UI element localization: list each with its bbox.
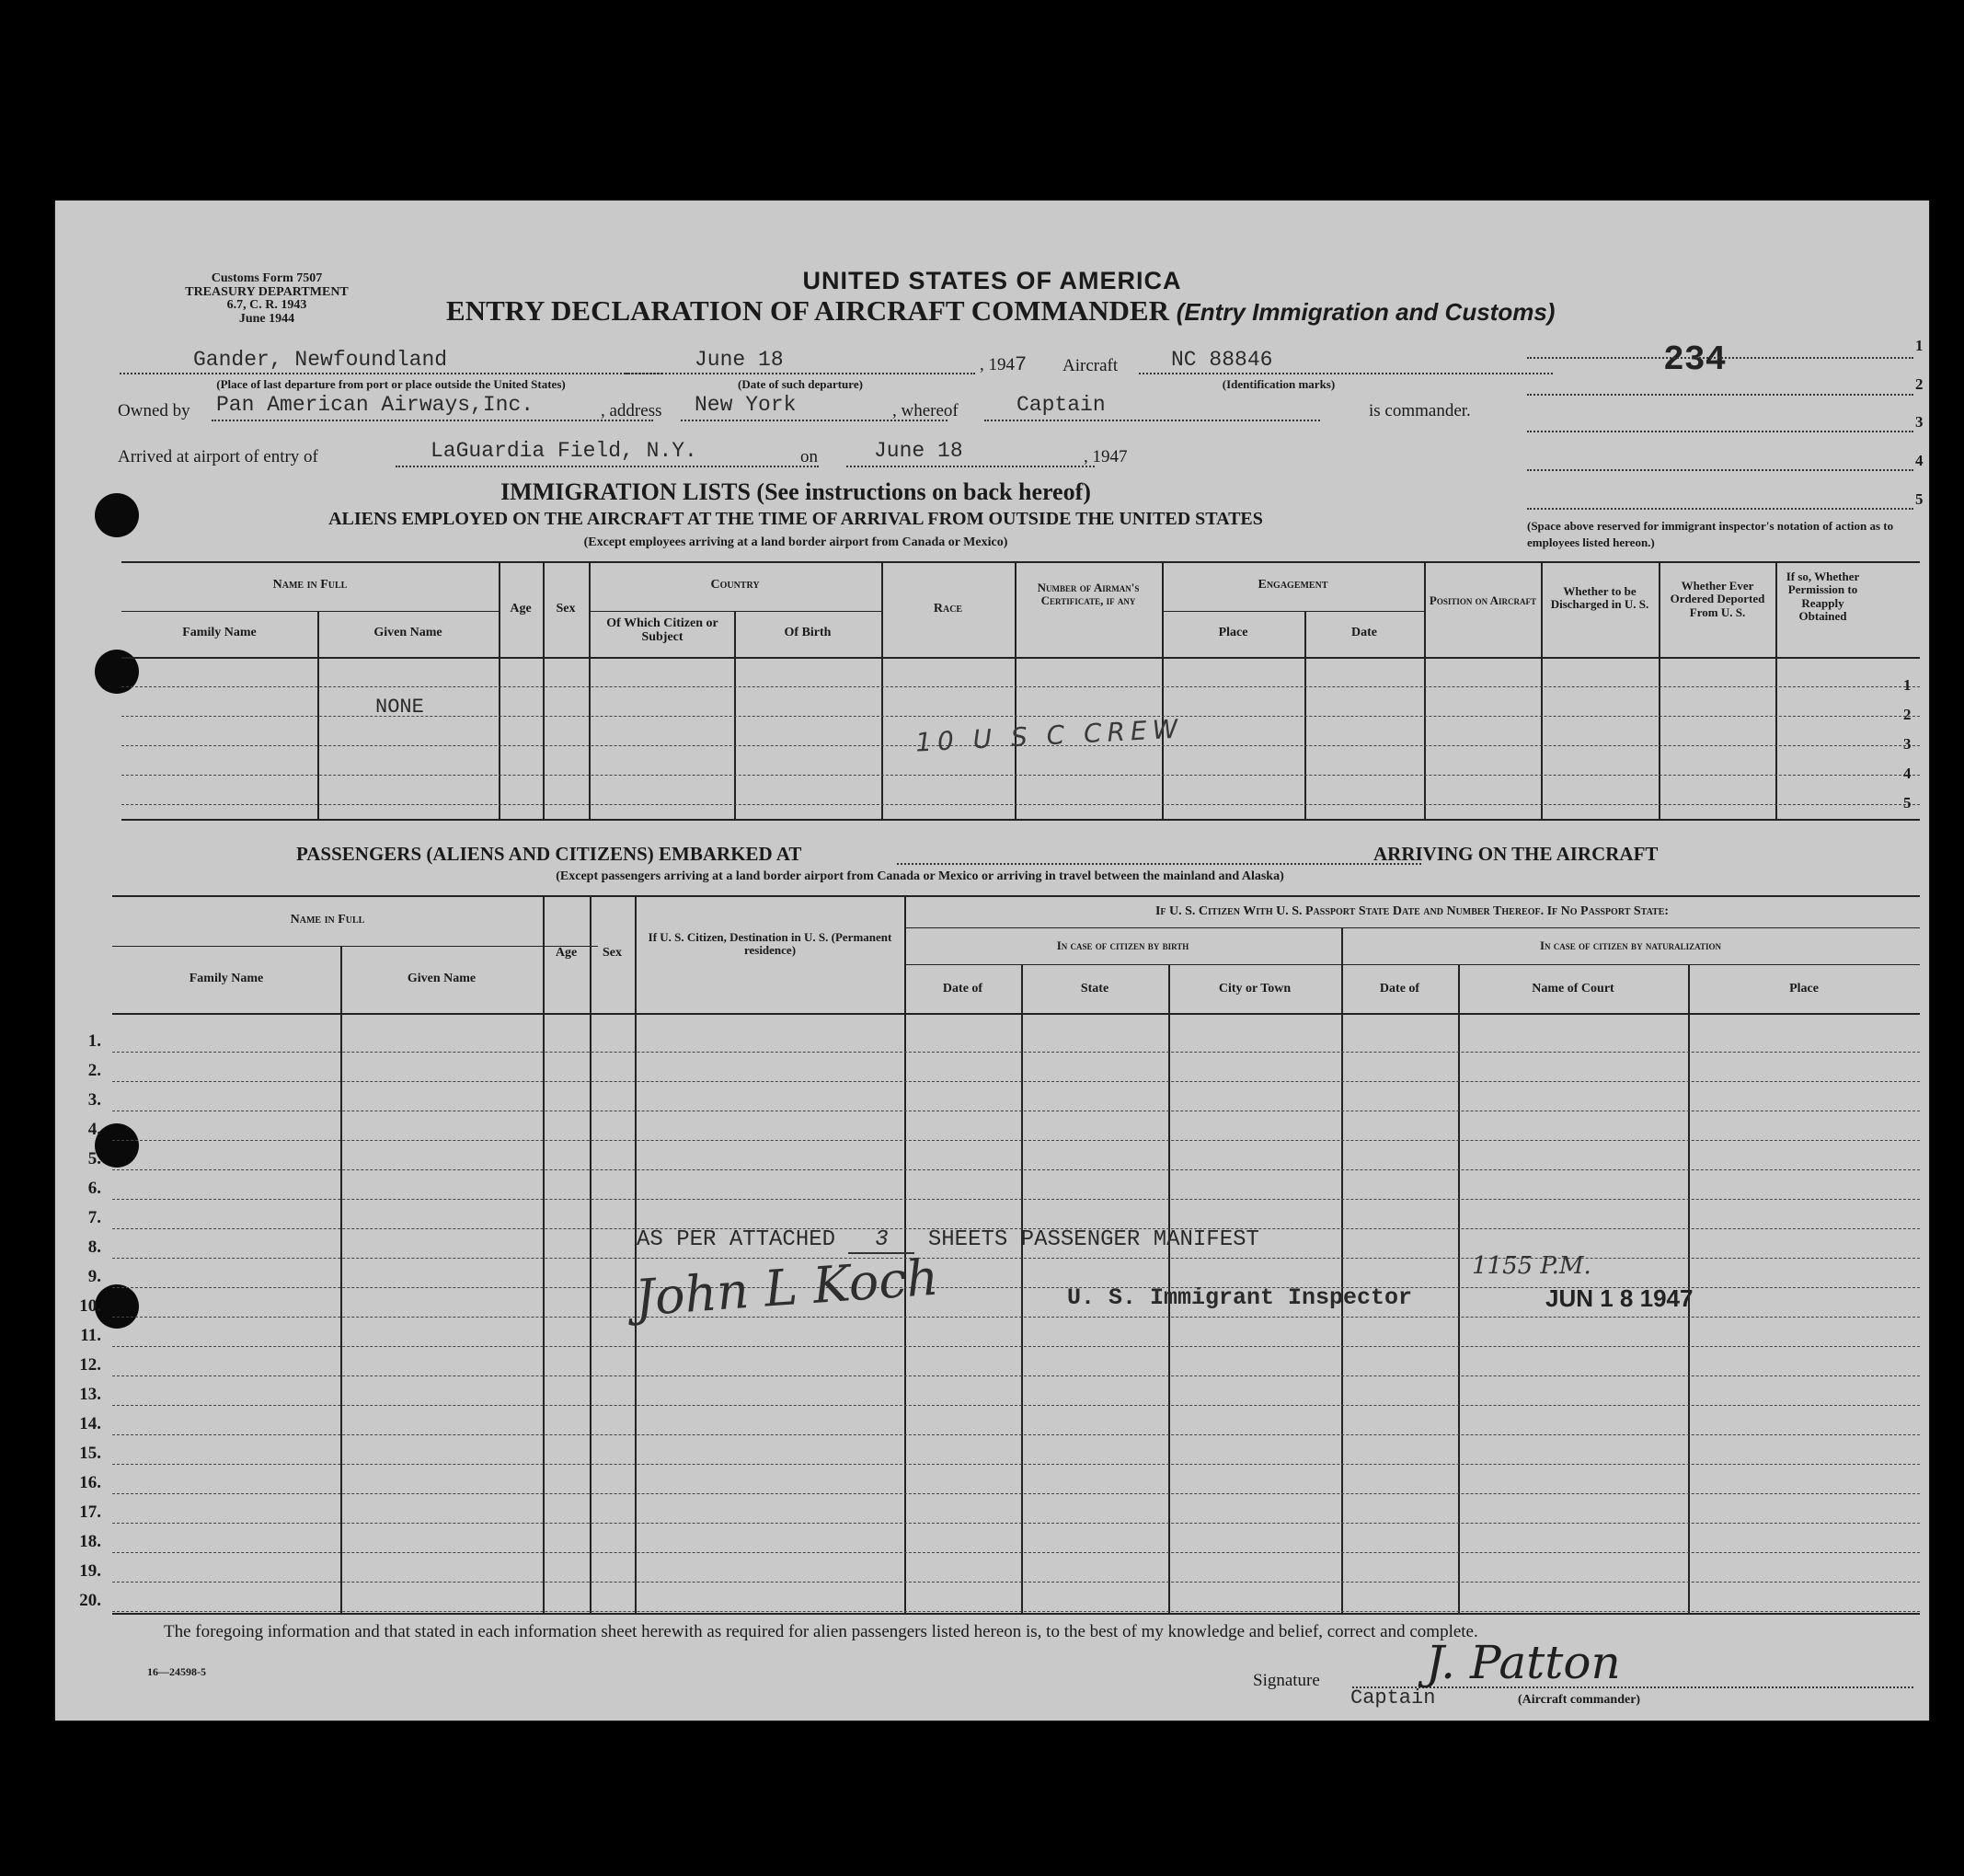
punch-hole xyxy=(95,1123,139,1168)
crew-header-sex: Sex xyxy=(556,602,576,616)
on-label: on xyxy=(800,447,818,466)
crew-col xyxy=(1541,561,1543,819)
inspector-title: U. S. Immigrant Inspector xyxy=(1067,1284,1413,1311)
punch-hole xyxy=(95,493,139,537)
crew-row-line xyxy=(121,775,1920,776)
passenger-row-number: 4. xyxy=(87,1120,101,1139)
inspector-line-number: 5 xyxy=(1915,490,1924,508)
pass-header-family: Family Name xyxy=(189,972,264,985)
inspector-line-number: 4 xyxy=(1915,452,1924,469)
passenger-row-line xyxy=(112,1317,1920,1318)
owner-value: Pan American Airways,Inc. xyxy=(216,393,534,417)
pass-name-rule xyxy=(112,946,598,947)
form-number: Customs Form 7507 xyxy=(211,271,323,285)
date-stamp: JUN 1 8 1947 xyxy=(1545,1284,1694,1312)
inspector-line-3 xyxy=(1527,431,1913,432)
crew-row-number: 1 xyxy=(1903,676,1912,694)
crew-header-race: Race xyxy=(933,602,963,616)
passenger-row-line xyxy=(112,1199,1920,1200)
crew-col xyxy=(881,561,883,819)
commander-signature: J. Patton xyxy=(1426,1636,1621,1689)
crew-header-bottom xyxy=(121,657,1920,659)
crew-table-top xyxy=(121,561,1920,563)
inspector-line-number: 3 xyxy=(1915,413,1924,431)
departure-year xyxy=(980,353,1027,376)
crew-header-cert: Number of Airman's Certificate, if any xyxy=(1037,581,1140,608)
attached-suffix: SHEETS PASSENGER MANIFEST xyxy=(927,1227,1259,1252)
crew-col xyxy=(543,561,545,819)
inspector-line-2 xyxy=(1527,394,1913,396)
arrival-time: 1155 P.M. xyxy=(1472,1252,1591,1280)
crew-col xyxy=(1015,561,1016,819)
crew-col xyxy=(734,611,736,819)
commander-rank-value: Captain xyxy=(1016,393,1106,417)
inspector-line-number: 1 xyxy=(1915,337,1924,354)
pass-header-age: Age xyxy=(555,946,578,960)
pass-header-name: Name in Full xyxy=(290,913,365,926)
passengers-note: (Except passengers arriving at a land border airport from Canada or Mexico or arriving in travel between the mainland and Alaska) xyxy=(556,869,1284,883)
departure-place-caption: (Place of last departure from port or place outside the United States) xyxy=(216,377,566,391)
pass-header-destination: If U. S. Citizen, Destination in U. S. (Permanent residence) xyxy=(648,930,892,958)
passenger-row-number: 20. xyxy=(79,1591,101,1610)
inspector-signature: John L Koch xyxy=(633,1248,941,1328)
address-value: New York xyxy=(695,393,797,417)
passenger-row-number: 1. xyxy=(87,1031,101,1051)
departure-place-line xyxy=(120,373,662,374)
departure-date-value: June 18 xyxy=(695,348,784,372)
immigration-title: IMMIGRATION LISTS (See instructions on back hereof) xyxy=(500,478,1091,505)
department: TREASURY DEPARTMENT xyxy=(185,284,349,299)
title-main: ENTRY DECLARATION OF AIRCRAFT COMMANDER xyxy=(446,294,1169,327)
crew-row-number: 4 xyxy=(1903,765,1912,782)
crew-header-discharged: Whether to be Discharged in U. S. xyxy=(1550,584,1649,612)
arrival-airport-value: LaGuardia Field, N.Y. xyxy=(431,439,697,463)
passenger-row-number: 17. xyxy=(79,1502,101,1522)
form-code: 16—24598-5 xyxy=(147,1665,206,1678)
passenger-row-number: 5. xyxy=(87,1149,101,1168)
arrival-year: , 1947 xyxy=(1084,447,1128,466)
passenger-row-number: 9. xyxy=(87,1267,101,1286)
punch-hole xyxy=(95,1284,139,1329)
pass-col xyxy=(340,946,342,1613)
crew-header-country: Country xyxy=(710,578,760,592)
declaration-statement: The foregoing information and that stated in each information sheet herewith as required for alien passengers listed hereon is, to the best of my knowledge and belief, correct and complete. xyxy=(164,1622,1478,1641)
passenger-row-number: 3. xyxy=(87,1090,101,1110)
immigration-subtitle: ALIENS EMPLOYED ON THE AIRCRAFT AT THE TIME OF ARRIVAL FROM OUTSIDE THE UNITED STATES xyxy=(328,509,1263,529)
passenger-row-line xyxy=(112,1375,1920,1376)
country-heading: UNITED STATES OF AMERICA xyxy=(802,267,1182,294)
passenger-row-line xyxy=(112,1523,1920,1524)
aircraft-value: NC 88846 xyxy=(1171,348,1273,372)
crew-col xyxy=(1775,561,1777,819)
passenger-row-number: 6. xyxy=(87,1179,101,1198)
attached-manifest-note xyxy=(637,1227,1259,1254)
immigration-note: (Except employees arriving at a land border airport from Canada or Mexico) xyxy=(583,535,1008,549)
commander-line xyxy=(984,420,1320,421)
passenger-row-line xyxy=(112,1169,1920,1170)
crew-header-given: Given Name xyxy=(373,626,442,639)
address-label: , address xyxy=(601,401,662,420)
pass-passport-rule xyxy=(904,927,1920,928)
arrived-label: Arrived at airport of entry of xyxy=(118,447,318,466)
crew-header-name: Name in Full xyxy=(272,578,348,592)
pass-table-bottom xyxy=(112,1613,1920,1615)
departure-date-caption: (Date of such departure) xyxy=(738,377,863,391)
form-title xyxy=(446,294,1642,328)
commander-caption: (Aircraft commander) xyxy=(1518,1693,1641,1707)
pass-header-court: Name of Court xyxy=(1532,982,1614,996)
passenger-row-line xyxy=(112,1552,1920,1553)
departure-place-value: Gander, Newfoundland xyxy=(193,348,448,372)
year-digit: 7 xyxy=(1015,353,1028,376)
passenger-row-number: 14. xyxy=(79,1414,101,1433)
pass-birth-rule xyxy=(904,964,1920,965)
arrival-airport-line xyxy=(396,466,819,467)
owned-by-label: Owned by xyxy=(118,401,190,420)
pass-header-by-naturalization: In case of citizen by naturalization xyxy=(1539,938,1721,952)
attached-prefix: AS PER ATTACHED xyxy=(637,1227,836,1252)
title-italic: (Entry Immigration and Customs) xyxy=(1176,298,1556,326)
pass-header-given: Given Name xyxy=(407,972,477,985)
inspector-line-number: 2 xyxy=(1915,375,1924,393)
pass-header-by-birth: In case of citizen by birth xyxy=(1056,938,1189,952)
attached-count: 3 xyxy=(848,1227,914,1254)
crew-header-date: Date xyxy=(1351,626,1377,639)
handwritten-crew-note: 10 U S C CREW xyxy=(914,713,1185,758)
crew-row-number: 2 xyxy=(1903,706,1912,723)
crew-col xyxy=(499,561,500,819)
crew-col xyxy=(1304,611,1306,819)
crew-row-line xyxy=(121,686,1920,687)
crew-header-birth: Of Birth xyxy=(784,626,832,639)
crew-col xyxy=(1424,561,1426,819)
inspector-line-4 xyxy=(1527,469,1913,471)
departure-date-line xyxy=(626,373,975,374)
passenger-row-number: 2. xyxy=(87,1061,101,1080)
passenger-row-number: 12. xyxy=(79,1355,101,1375)
pass-col xyxy=(635,895,637,1613)
passenger-row-line xyxy=(112,1464,1920,1465)
passengers-title: PASSENGERS (ALIENS AND CITIZENS) EMBARKED AT xyxy=(296,843,802,865)
declaration-form xyxy=(55,201,1929,1721)
passenger-row-line xyxy=(112,1405,1920,1406)
passenger-row-line xyxy=(112,1346,1920,1347)
crew-row-number: 3 xyxy=(1903,735,1912,753)
crew-header-family: Family Name xyxy=(182,626,257,639)
crew-header-engagement: Engagement xyxy=(1258,578,1328,592)
year-prefix: , 194 xyxy=(980,355,1015,374)
crew-row-line xyxy=(121,804,1920,805)
crew-header-age: Age xyxy=(510,602,532,616)
inspector-number: 234 xyxy=(1663,340,1727,380)
pass-header-bottom xyxy=(112,1013,1920,1015)
crew-col xyxy=(317,611,319,819)
crew-engagement-rule xyxy=(1162,611,1424,612)
inspector-line-1 xyxy=(1527,357,1913,359)
crew-header-position: Position on Aircraft xyxy=(1429,593,1537,607)
passenger-row-line xyxy=(112,1258,1920,1259)
arrival-date-value: June 18 xyxy=(874,439,963,463)
passenger-row-line xyxy=(112,1052,1920,1053)
pass-header-date-birth: Date of xyxy=(942,982,983,996)
pass-col xyxy=(543,895,545,1613)
pass-header-date-naturalization: Date of xyxy=(1379,982,1420,996)
cr-reference: 6.7, C. R. 1943 xyxy=(226,298,307,313)
inspector-line-5 xyxy=(1527,508,1913,510)
passenger-row-line xyxy=(112,1140,1920,1141)
signature-label: Signature xyxy=(1253,1671,1320,1690)
crew-col xyxy=(589,561,591,819)
pass-col xyxy=(1021,964,1023,1613)
passenger-row-number: 10. xyxy=(79,1296,101,1316)
passenger-row-line xyxy=(112,1611,1920,1612)
pass-header-city: City or Town xyxy=(1218,982,1292,996)
passenger-row-number: 19. xyxy=(79,1561,101,1581)
passenger-row-line xyxy=(112,1434,1920,1435)
pass-header-state: State xyxy=(1080,982,1109,996)
signature-title: Captain xyxy=(1350,1686,1436,1709)
passenger-row-line xyxy=(112,1582,1920,1583)
pass-col xyxy=(590,895,591,1613)
passenger-row-line xyxy=(112,1493,1920,1494)
whereof-label: , whereof xyxy=(892,401,959,420)
inspector-box-caption: (Space above reserved for immigrant inspector's notation of action as to employees listed hereon.) xyxy=(1527,519,1894,549)
passenger-row-line xyxy=(112,1081,1920,1082)
aircraft-label: Aircraft xyxy=(1062,356,1119,375)
crew-row-number: 5 xyxy=(1903,794,1912,811)
aircraft-line xyxy=(1139,373,1553,374)
passengers-title-right: ARRIVING ON THE AIRCRAFT xyxy=(1373,843,1659,865)
crew-table-bottom xyxy=(121,819,1920,821)
pass-header-passport: If U. S. Citizen With U. S. Passport State Date and Number Thereof. If No Passport State: xyxy=(1154,904,1670,918)
commander-label: is commander. xyxy=(1369,401,1471,420)
passenger-row-number: 8. xyxy=(87,1237,101,1257)
form-date: June 1944 xyxy=(238,312,295,327)
passenger-row-number: 15. xyxy=(79,1444,101,1463)
crew-name-rule xyxy=(121,611,499,612)
passenger-row-number: 18. xyxy=(79,1532,101,1551)
crew-header-deported: Whether Ever Ordered Deported From U. S. xyxy=(1670,579,1765,619)
arrival-date-line xyxy=(846,466,1095,467)
crew-none-entry: NONE xyxy=(375,696,424,719)
aircraft-caption: (Identification marks) xyxy=(1222,377,1336,391)
crew-header-citizen: Of Which Citizen or Subject xyxy=(606,616,718,645)
pass-header-sex: Sex xyxy=(603,946,622,960)
crew-header-place: Place xyxy=(1218,626,1248,639)
pass-col xyxy=(1458,964,1460,1613)
pass-header-place: Place xyxy=(1789,982,1819,996)
passenger-row-number: 16. xyxy=(79,1473,101,1492)
crew-col xyxy=(1162,561,1164,819)
pass-table-top xyxy=(112,895,1920,897)
crew-header-permission: If so, Whether Permission to Reapply Obtained xyxy=(1786,570,1860,623)
crew-col xyxy=(1659,561,1660,819)
passenger-row-number: 13. xyxy=(79,1385,101,1404)
owner-line xyxy=(212,420,653,421)
pass-col xyxy=(1341,927,1343,1613)
passenger-row-number: 7. xyxy=(87,1208,101,1227)
passenger-row-number: 11. xyxy=(80,1326,101,1345)
embarked-at-line xyxy=(897,863,1421,865)
